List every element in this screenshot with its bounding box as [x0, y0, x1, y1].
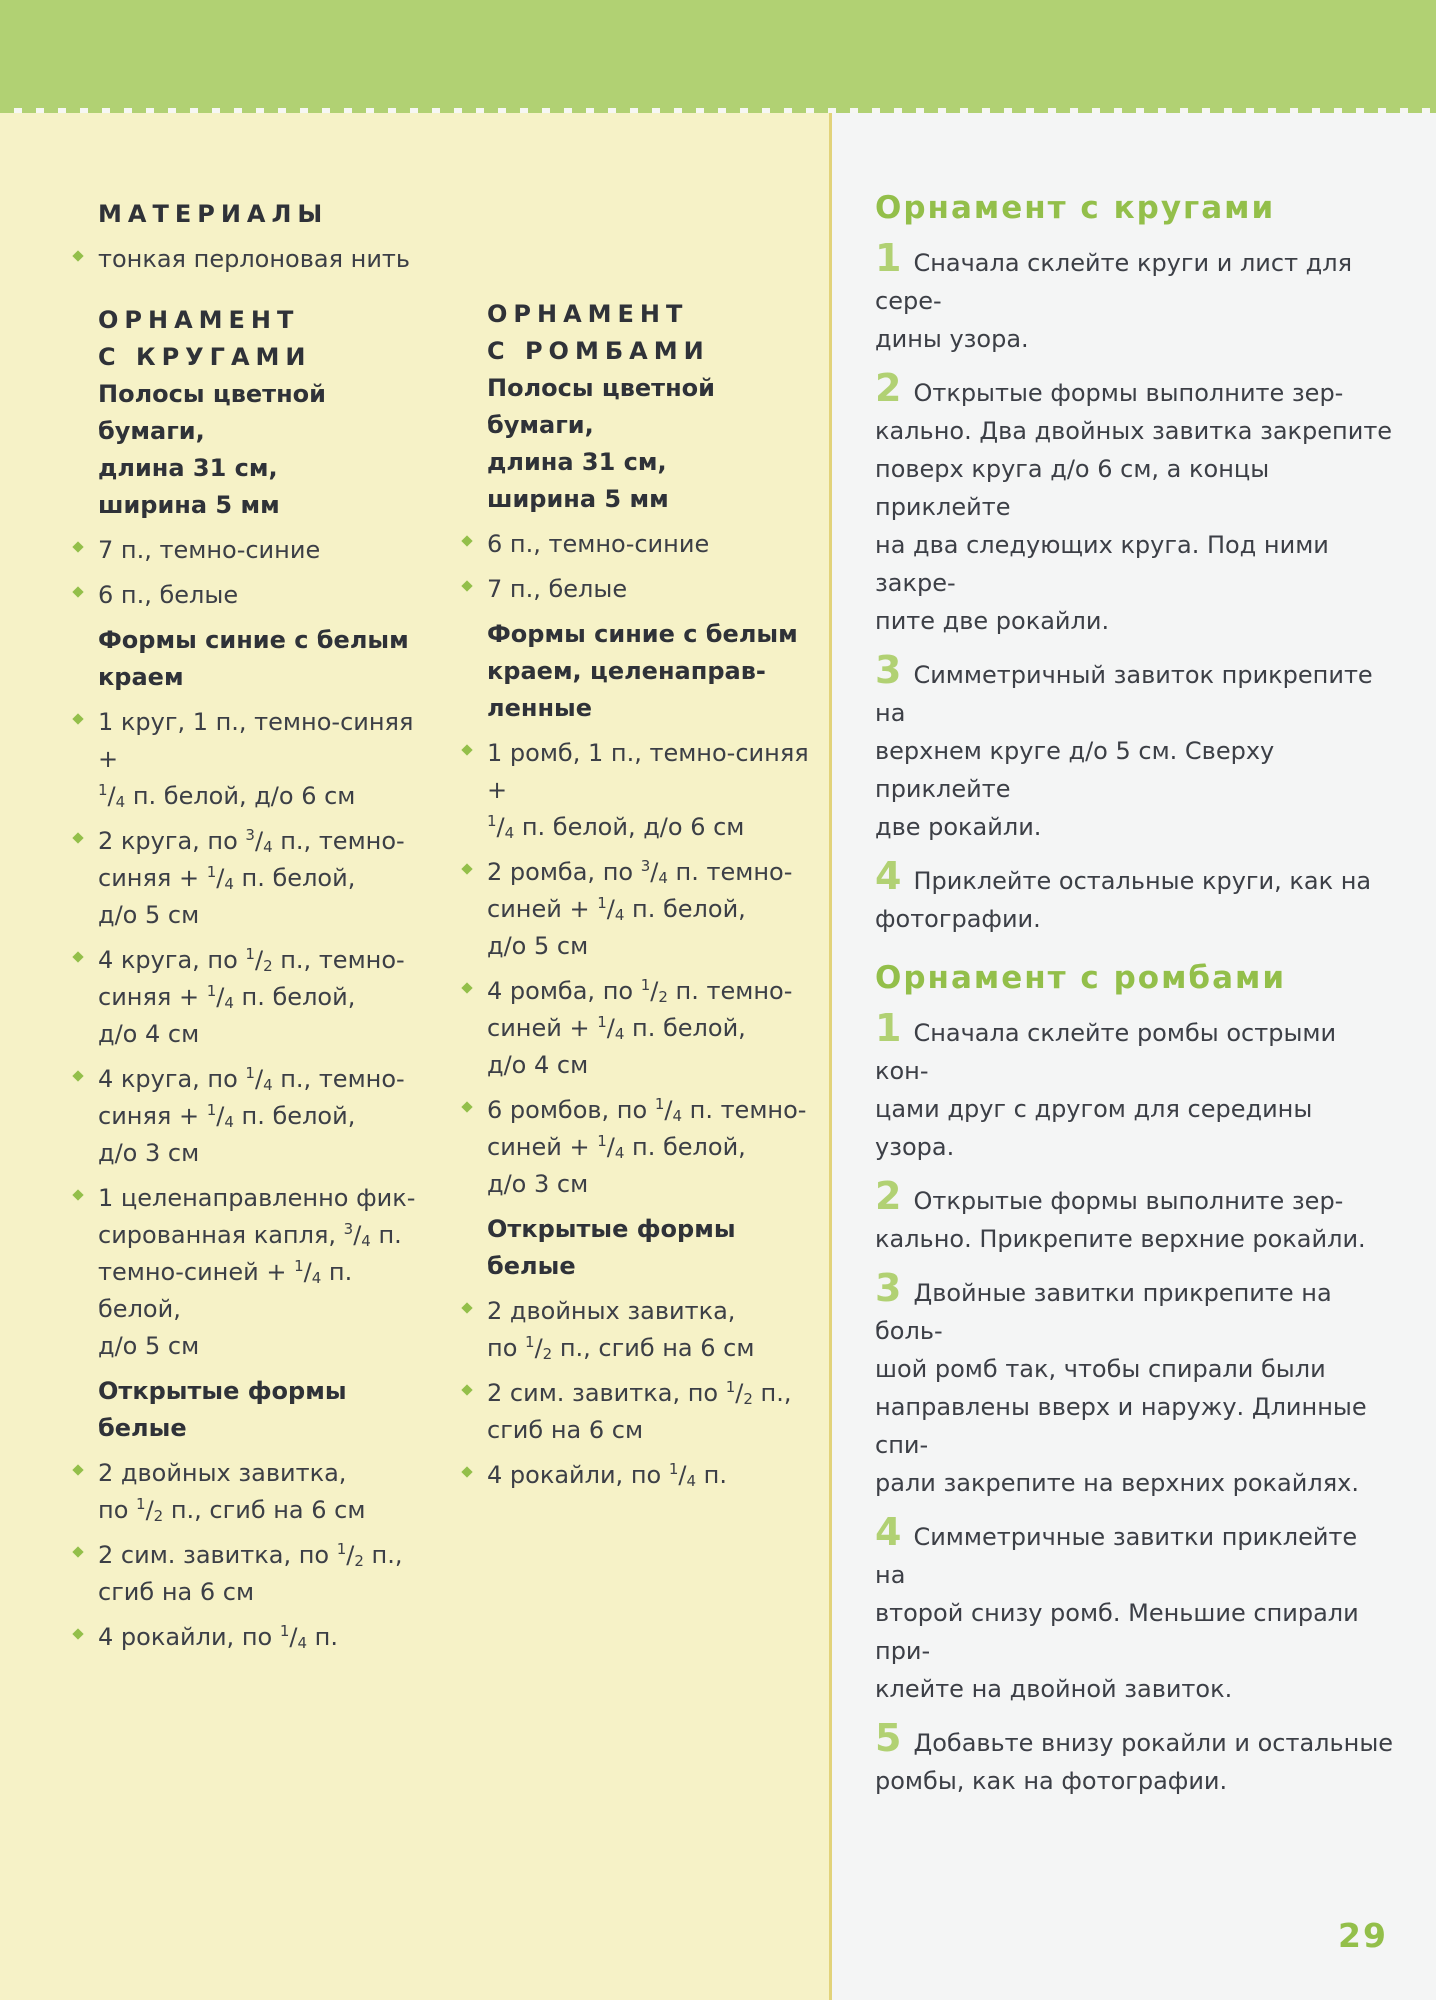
list-item: 2 двойных завитка, по $^1/_2$ п., сгиб на 6 см: [98, 1455, 418, 1529]
rhombs-heading: ОРНАМЕНТ С РОМБАМИ: [487, 300, 710, 365]
instruction-step: 3 Двойные завитки прикрепите на боль- шой ромб так, чтобы спирали были направлены вверх и наружу. Длинные спи- рали закрепите на верхних рокайлях.: [875, 1266, 1367, 1497]
rhombs-instructions-title: Орнамент с ромбами: [875, 960, 1287, 996]
step-number: 1: [875, 1006, 902, 1050]
list-item: 1 целенаправленно фик- сированная капля, $^3/_4$ п. темно-синей + $^1/_4$ п. белой, д/о 5 см: [98, 1180, 418, 1365]
list-item: 7 п., темно-синие: [98, 532, 418, 569]
materials-intro-item: тонкая перлоновая нить: [98, 241, 418, 278]
instruction-step: 1 Сначала склейте круги и лист для сере- дины узора.: [875, 236, 1353, 353]
list-item: 2 ромба, по $^3/_4$ п. темно- синей + $^1/_4$ п. белой, д/о 5 см: [487, 854, 817, 965]
circles-instructions-title: Орнамент с кругами: [875, 190, 1276, 226]
list-item: 7 п., белые: [487, 571, 817, 608]
step-number: 2: [875, 1174, 902, 1218]
materials-column-rhombs: [487, 296, 817, 1494]
instruction-step: 3 Симметричный завиток прикрепите на верхнем круге д/о 5 см. Сверху приклейте две рокайли.: [875, 648, 1373, 841]
step-number: 1: [875, 236, 902, 280]
step-number: 2: [875, 366, 902, 410]
instruction-step: 5 Добавьте внизу рокайли и остальные ромбы, как на фотографии.: [875, 1716, 1394, 1795]
list-item: 4 рокайли, по $^1/_4$ п.: [98, 1619, 418, 1656]
list-item: 4 ромба, по $^1/_2$ п. темно- синей + $^1/_4$ п. белой, д/о 4 см: [487, 973, 817, 1084]
step-number: 3: [875, 648, 902, 692]
list-item: 2 сим. завитка, по $^1/_2$ п., сгиб на 6 см: [98, 1537, 418, 1611]
instruction-step: 4 Приклейте остальные круги, как на фотографии.: [875, 854, 1372, 933]
circles-heading: ОРНАМЕНТ С КРУГАМИ: [98, 306, 312, 371]
rhombs-shapes-label: Формы синие с белым краем, целенаправ- ленные: [487, 620, 798, 722]
list-item: 4 круга, по $^1/_4$ п., темно- синяя + $^1/_4$ п. белой, д/о 3 см: [98, 1061, 418, 1172]
circles-strips-label: Полосы цветной бумаги, длина 31 см, ширина 5 мм: [98, 380, 326, 519]
materials-column-circles: [98, 196, 418, 1656]
step-number: 3: [875, 1266, 902, 1310]
list-item: 6 п., темно-синие: [487, 526, 817, 563]
step-number: 5: [875, 1716, 902, 1760]
rhombs-open-label: Открытые формы белые: [487, 1215, 736, 1280]
list-item: 4 круга, по $^1/_2$ п., темно- синяя + $^1/_4$ п. белой, д/о 4 см: [98, 942, 418, 1053]
list-item: 2 сим. завитка, по $^1/_2$ п., сгиб на 6 см: [487, 1375, 817, 1449]
step-number: 4: [875, 1510, 902, 1554]
list-item: 1 ромб, 1 п., темно-синяя + $^1/_4$ п. белой, д/о 6 см: [487, 735, 817, 846]
list-item: 6 ромбов, по $^1/_4$ п. темно- синей + $^1/_4$ п. белой, д/о 3 см: [487, 1092, 817, 1203]
list-item: 1 круг, 1 п., темно-синяя + $^1/_4$ п. белой, д/о 6 см: [98, 704, 418, 815]
list-item: 2 круга, по $^3/_4$ п., темно- синяя + $^1/_4$ п. белой, д/о 5 см: [98, 823, 418, 934]
page-number: 29: [1338, 1916, 1388, 1955]
instruction-step: 2 Открытые формы выполните зер- кально. Прикрепите верхние рокайли.: [875, 1174, 1366, 1253]
rhombs-strips-label: Полосы цветной бумаги, длина 31 см, ширина 5 мм: [487, 374, 715, 513]
list-item: 2 двойных завитка, по $^1/_2$ п., сгиб на 6 см: [487, 1293, 817, 1367]
instruction-step: 1 Сначала склейте ромбы острыми кон- цами друг с другом для середины узора.: [875, 1006, 1337, 1161]
materials-heading: МАТЕРИАЛЫ: [98, 200, 329, 228]
instructions-column: [875, 188, 1395, 1800]
list-item: 4 рокайли, по $^1/_4$ п.: [487, 1457, 817, 1494]
list-item: 6 п., белые: [98, 577, 418, 614]
instruction-step: 2 Открытые формы выполните зер- кально. Два двойных завитка закрепите поверх круга д/о 6 см, а концы приклейте на два следующих круга. Под ними закре- пите две рокайли.: [875, 366, 1393, 635]
header-band: [0, 0, 1436, 108]
circles-shapes-label: Формы синие с белым краем: [98, 626, 409, 691]
instruction-step: 4 Симметричные завитки приклейте на второй снизу ромб. Меньшие спирали при- клейте на двойной завиток.: [875, 1510, 1359, 1703]
step-number: 4: [875, 854, 902, 898]
circles-open-label: Открытые формы белые: [98, 1377, 347, 1442]
